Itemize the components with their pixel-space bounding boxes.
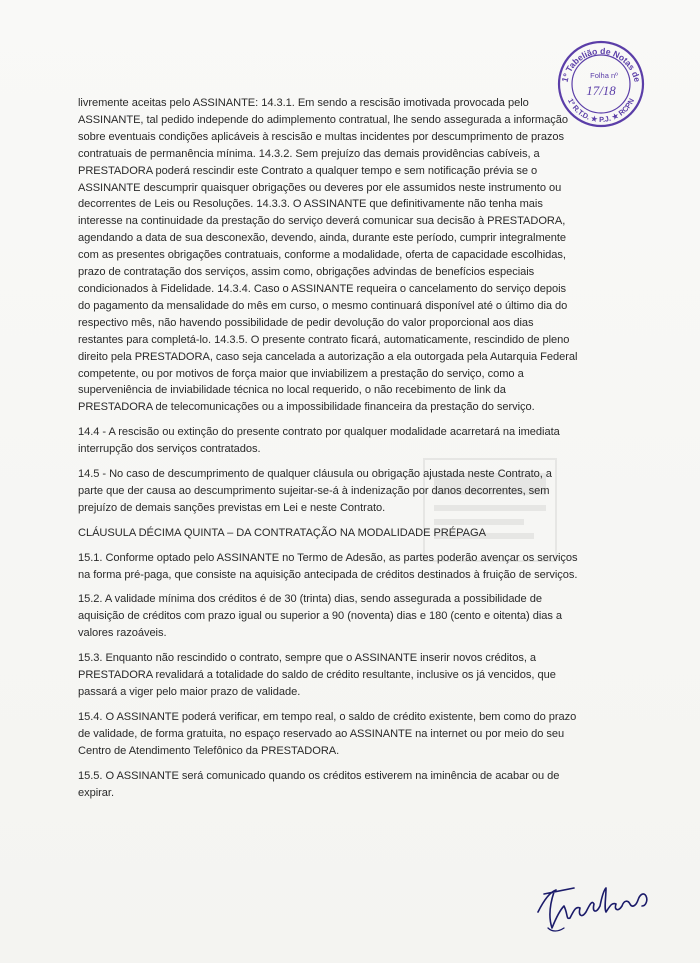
paragraph-15-1: 15.1. Conforme optado pelo ASSINANTE no Termo de Adesão, as partes poderão avençar os serviços na forma pré-paga, que consiste na aquisição antecipada de créditos destinados à fruição de serviços.: [78, 551, 578, 581]
paragraph-15-2: 15.2. A validade mínima dos créditos é de 30 (trinta) dias, sendo assegurada a possibilidade de aquisição de créditos com prazo igual ou superior a 90 (noventa) dias e 180 (cento e oitenta) dias a valores razoáveis.: [78, 593, 563, 640]
paragraph-15-3: 15.3. Enquanto não rescindido o contrato, sempre que o ASSINANTE inserir novos créditos, a PRESTADORA revalidará a totalidade do saldo de crédito resultante, inclusive os já vencidos, que passará a viger pelo maior prazo de validade.: [78, 652, 556, 698]
stamp-folio-value: 17/18: [586, 83, 616, 98]
paragraph-14-3: livremente aceitas pelo ASSINANTE: 14.3.1. Em sendo a rescisão imotivada provocada pelo ASSINANTE, tal pedido independe do adimplemento contratual, lhe sendo assegurada a informação sobre eventuais condições aplicáveis à rescisão e multas incidentes por descumprimento de prazos contratuais de permanência mínima. 14.3.2. Sem prejuízo das demais providências cabíveis, a PRESTADORA poderá rescindir este Contrato a qualquer tempo e sem notificação prévia se o ASSINANTE descumprir quaisquer obrigações ou deveres por ele assumidos neste instrumento ou decorrentes de Leis ou Resoluções. 14.3.3. O ASSINANTE que definitivamente não tenha mais interesse na continuidade da prestação do serviço deverá comunicar sua decisão à PRESTADORA, agendando a data de sua desconexão, devendo, ainda, durante este período, cumprir integralmente com as presentes obrigações contratuais, conforme a modalidade, oferta de capacidade escolhidas, prazo de contratação dos serviços, assim como, obrigações advindas de benefícios especiais condicionados à Fidelidade. 14.3.4. Caso o ASSINANTE requeira o cancelamento do serviço depois do pagamento da mensalidade do mês em curso, o mesmo continuará disponível até o último dia do respectivo mês, não havendo possibilidade de pedir devolução do valor proporcional aos dias restantes para completá-lo. 14.3.5. O presente contrato ficará, automaticamente, rescindido de pleno direito pela PRESTADORA, caso seja cancelada a autorização a ela outorgada pela Autarquia Federal competente, ou por motivos de força maior que inviabilizem a prestação do serviço, como a superveniência de inviabilidade técnica no local requerido, o não recebimento de link da PRESTADORA de telecomunicações ou a impossibilidade financeira da prestação do serviço.: [78, 97, 578, 414]
stamp-bottom-text: 1º R.T.D. ★ P.J. ★ RCPN: [565, 96, 637, 125]
stamp-top-text: 1º Tabelião de Notas de: [559, 45, 643, 84]
paragraph-15-4: 15.4. O ASSINANTE poderá verificar, em tempo real, o saldo de crédito existente, bem como do prazo de validade, de forma gratuita, no espaço reservado ao ASSINANTE na internet ou por meio do seu Centro de Atendimento Telefônico da PRESTADORA.: [78, 710, 577, 757]
document-body: [78, 95, 578, 809]
stamp-folio-label: Folha nº: [590, 71, 618, 80]
clause-fifteen-heading: CLÁUSULA DÉCIMA QUINTA – DA CONTRATAÇÃO NA MODALIDADE PRÉPAGA: [78, 526, 486, 539]
paragraph-14-4: 14.4 - A rescisão ou extinção do presente contrato por qualquer modalidade acarretará na imediata interrupção dos serviços contratados.: [78, 426, 560, 456]
signature-icon: [530, 870, 660, 940]
paragraph-15-5: 15.5. O ASSINANTE será comunicado quando os créditos estiverem na iminência de acabar ou de expirar.: [78, 769, 560, 799]
paragraph-14-5: 14.5 - No caso de descumprimento de qualquer cláusula ou obrigação ajustada neste Contrato, a parte que der causa ao descumprimento sujeitar-se-á à indenização por danos decorrentes, sem prejuízo de demais sanções previstas em Lei e neste Contrato.: [78, 468, 552, 514]
